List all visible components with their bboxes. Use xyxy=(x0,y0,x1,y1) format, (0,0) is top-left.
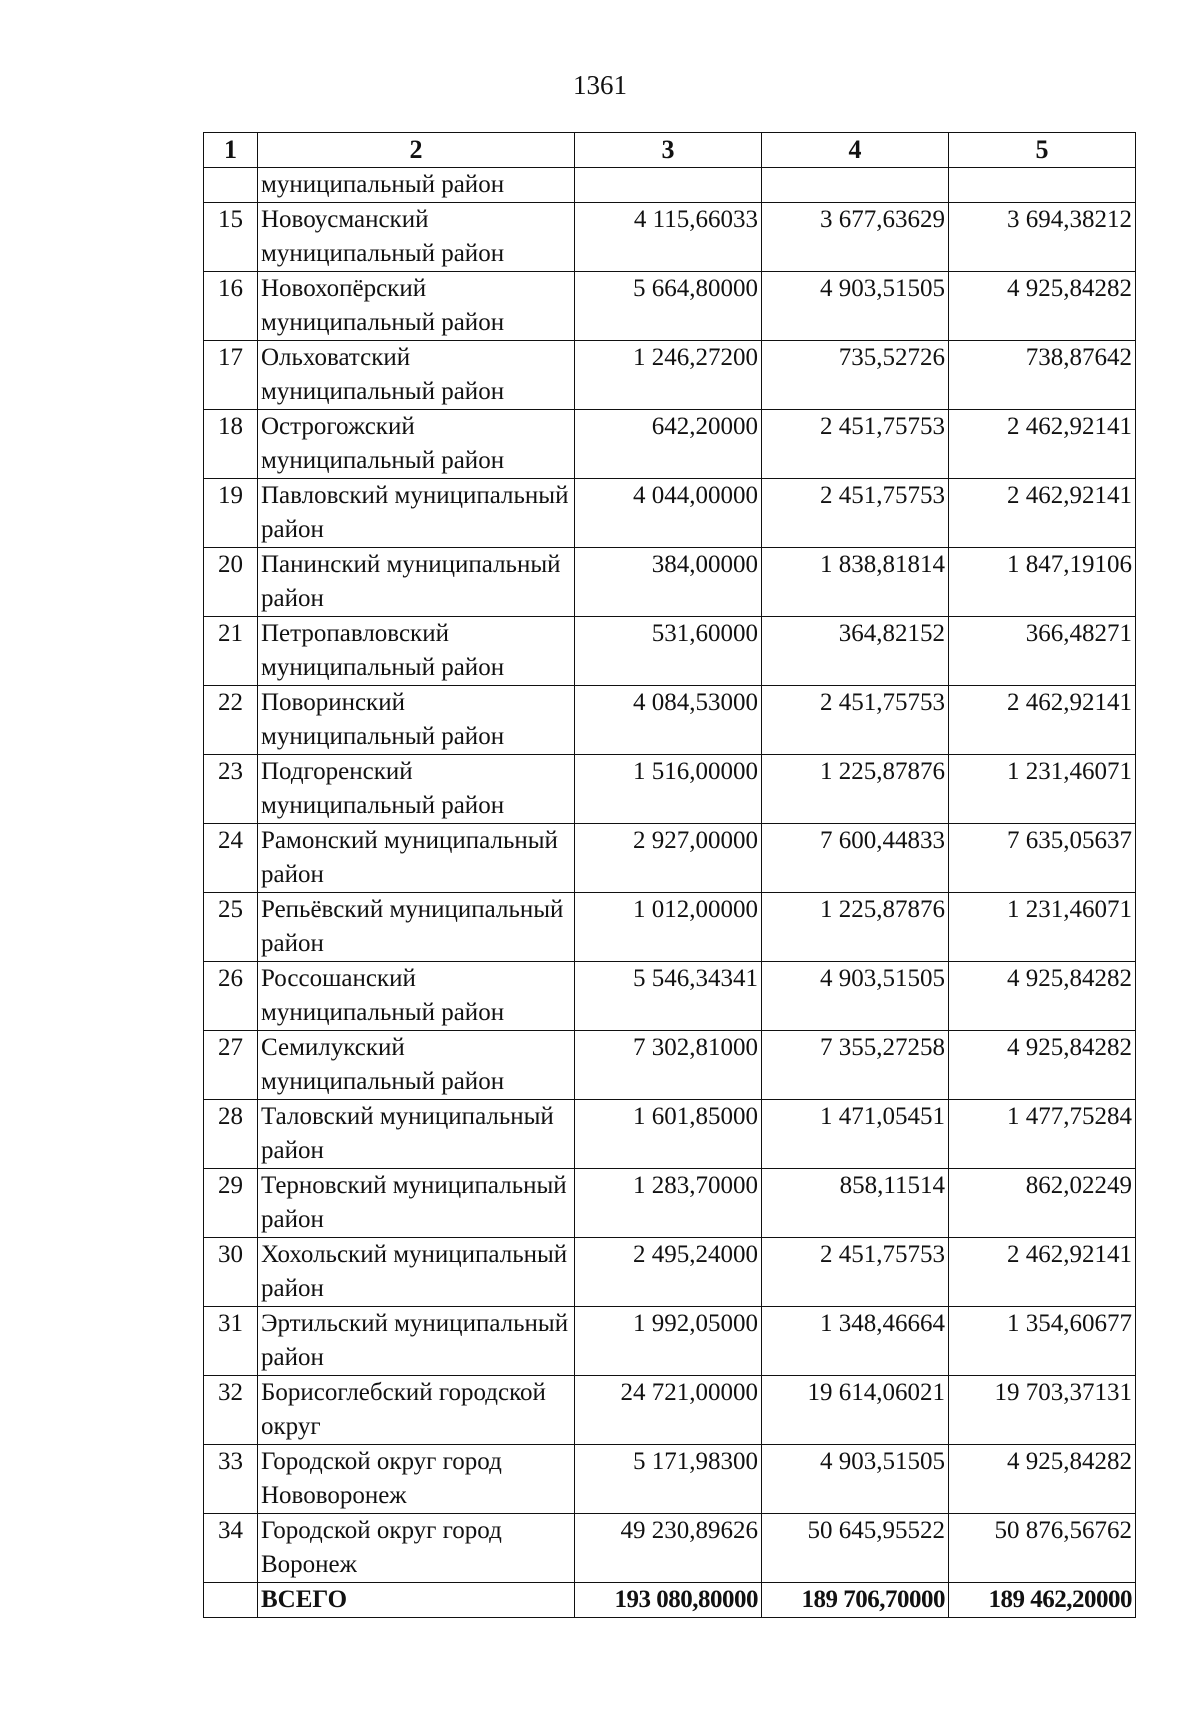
row-name-cell: Репьёвский муниципальный район xyxy=(258,893,575,962)
value-cell: 2 451,75753 xyxy=(762,410,949,479)
table-row xyxy=(204,1445,1136,1514)
value-cell: 4 044,00000 xyxy=(575,479,762,548)
header-row xyxy=(204,133,1136,168)
row-number-cell: 20 xyxy=(204,548,258,617)
value-cell: 1 246,27200 xyxy=(575,341,762,410)
value-cell: 642,20000 xyxy=(575,410,762,479)
value-cell: 1 354,60677 xyxy=(949,1307,1136,1376)
value-cell: 4 925,84282 xyxy=(949,1445,1136,1514)
value-cell: 366,48271 xyxy=(949,617,1136,686)
row-name-cell: Ольховатский муниципальный район xyxy=(258,341,575,410)
value-cell: 2 462,92141 xyxy=(949,410,1136,479)
value-cell: 1 601,85000 xyxy=(575,1100,762,1169)
total-value-cell: 189 462,20000 xyxy=(949,1583,1136,1618)
table-row xyxy=(204,1307,1136,1376)
value-cell: 738,87642 xyxy=(949,341,1136,410)
table-row xyxy=(204,341,1136,410)
row-name-cell: Семилукский муниципальный район xyxy=(258,1031,575,1100)
value-cell: 2 462,92141 xyxy=(949,479,1136,548)
row-number-cell: 34 xyxy=(204,1514,258,1583)
value-cell: 7 635,05637 xyxy=(949,824,1136,893)
row-name-cell: Поворинский муниципальный район xyxy=(258,686,575,755)
row-number-cell: 26 xyxy=(204,962,258,1031)
row-number-cell: 16 xyxy=(204,272,258,341)
row-number-cell: 19 xyxy=(204,479,258,548)
row-name-cell: Новохопёрский муниципальный район xyxy=(258,272,575,341)
row-name-cell: Россошанский муниципальный район xyxy=(258,962,575,1031)
table-row xyxy=(204,1100,1136,1169)
table-row xyxy=(204,1169,1136,1238)
value-cell: 1 992,05000 xyxy=(575,1307,762,1376)
value-cell: 4 925,84282 xyxy=(949,962,1136,1031)
value-cell: 2 451,75753 xyxy=(762,686,949,755)
table-row xyxy=(204,410,1136,479)
value-cell: 49 230,89626 xyxy=(575,1514,762,1583)
value-cell: 7 600,44833 xyxy=(762,824,949,893)
value-cell: 4 903,51505 xyxy=(762,1445,949,1514)
column-header: 1 xyxy=(204,133,258,168)
table-row xyxy=(204,1376,1136,1445)
row-number-cell xyxy=(204,1583,258,1618)
row-name-cell: Петропавловский муниципальный район xyxy=(258,617,575,686)
row-number-cell: 24 xyxy=(204,824,258,893)
value-cell xyxy=(575,168,762,203)
row-name-cell: Городской округ город Нововоронеж xyxy=(258,1445,575,1514)
value-cell xyxy=(762,168,949,203)
value-cell: 24 721,00000 xyxy=(575,1376,762,1445)
value-cell: 4 903,51505 xyxy=(762,272,949,341)
table-row xyxy=(204,1238,1136,1307)
page-number: 1361 xyxy=(573,70,627,100)
value-cell: 1 225,87876 xyxy=(762,893,949,962)
value-cell: 1 838,81814 xyxy=(762,548,949,617)
value-cell: 7 355,27258 xyxy=(762,1031,949,1100)
value-cell: 4 925,84282 xyxy=(949,1031,1136,1100)
table-row xyxy=(204,203,1136,272)
value-cell: 2 462,92141 xyxy=(949,686,1136,755)
data-table xyxy=(203,132,1136,1618)
row-name-cell: Новоусманский муниципальный район xyxy=(258,203,575,272)
value-cell: 1 847,19106 xyxy=(949,548,1136,617)
table-row xyxy=(204,824,1136,893)
value-cell: 1 516,00000 xyxy=(575,755,762,824)
value-cell: 531,60000 xyxy=(575,617,762,686)
row-number-cell: 33 xyxy=(204,1445,258,1514)
row-name-cell: муниципальный район xyxy=(258,168,575,203)
value-cell: 5 171,98300 xyxy=(575,1445,762,1514)
value-cell: 1 471,05451 xyxy=(762,1100,949,1169)
row-number-cell: 28 xyxy=(204,1100,258,1169)
row-number-cell: 32 xyxy=(204,1376,258,1445)
value-cell: 7 302,81000 xyxy=(575,1031,762,1100)
value-cell: 1 231,46071 xyxy=(949,755,1136,824)
value-cell: 5 546,34341 xyxy=(575,962,762,1031)
row-number-cell xyxy=(204,168,258,203)
table-row xyxy=(204,686,1136,755)
value-cell: 19 703,37131 xyxy=(949,1376,1136,1445)
column-header: 4 xyxy=(762,133,949,168)
table-row xyxy=(204,893,1136,962)
value-cell: 4 084,53000 xyxy=(575,686,762,755)
column-header: 5 xyxy=(949,133,1136,168)
value-cell: 50 645,95522 xyxy=(762,1514,949,1583)
row-number-cell: 23 xyxy=(204,755,258,824)
value-cell: 2 451,75753 xyxy=(762,1238,949,1307)
total-value-cell: 189 706,70000 xyxy=(762,1583,949,1618)
row-number-cell: 31 xyxy=(204,1307,258,1376)
value-cell: 1 283,70000 xyxy=(575,1169,762,1238)
total-row xyxy=(204,1583,1136,1618)
row-name-cell: Таловский муниципальный район xyxy=(258,1100,575,1169)
column-header: 2 xyxy=(258,133,575,168)
row-number-cell: 15 xyxy=(204,203,258,272)
value-cell: 5 664,80000 xyxy=(575,272,762,341)
value-cell: 1 231,46071 xyxy=(949,893,1136,962)
row-number-cell: 25 xyxy=(204,893,258,962)
row-name-cell: Павловский муниципальный район xyxy=(258,479,575,548)
row-number-cell: 18 xyxy=(204,410,258,479)
row-name-cell: Панинский муниципальный район xyxy=(258,548,575,617)
row-name-cell: Терновский муниципальный район xyxy=(258,1169,575,1238)
row-number-cell: 22 xyxy=(204,686,258,755)
value-cell: 3 677,63629 xyxy=(762,203,949,272)
value-cell: 384,00000 xyxy=(575,548,762,617)
value-cell: 858,11514 xyxy=(762,1169,949,1238)
value-cell: 4 903,51505 xyxy=(762,962,949,1031)
value-cell: 1 477,75284 xyxy=(949,1100,1136,1169)
value-cell: 2 462,92141 xyxy=(949,1238,1136,1307)
value-cell: 2 495,24000 xyxy=(575,1238,762,1307)
table-row xyxy=(204,1031,1136,1100)
row-number-cell: 27 xyxy=(204,1031,258,1100)
row-name-cell: Городской округ город Воронеж xyxy=(258,1514,575,1583)
row-name-cell: Рамонский муниципальный район xyxy=(258,824,575,893)
value-cell: 3 694,38212 xyxy=(949,203,1136,272)
table-row xyxy=(204,272,1136,341)
row-number-cell: 17 xyxy=(204,341,258,410)
column-header: 3 xyxy=(575,133,762,168)
row-number-cell: 21 xyxy=(204,617,258,686)
table-body xyxy=(204,168,1136,1618)
value-cell: 19 614,06021 xyxy=(762,1376,949,1445)
value-cell xyxy=(949,168,1136,203)
row-number-cell: 29 xyxy=(204,1169,258,1238)
row-name-cell: Острогожский муниципальный район xyxy=(258,410,575,479)
table-row xyxy=(204,548,1136,617)
value-cell: 1 348,46664 xyxy=(762,1307,949,1376)
value-cell: 4 925,84282 xyxy=(949,272,1136,341)
row-name-cell: Хохольский муниципальный район xyxy=(258,1238,575,1307)
total-label-cell: ВСЕГО xyxy=(258,1583,575,1618)
value-cell: 50 876,56762 xyxy=(949,1514,1136,1583)
row-number-cell: 30 xyxy=(204,1238,258,1307)
row-name-cell: Эртильский муниципальный район xyxy=(258,1307,575,1376)
table-row xyxy=(204,1514,1136,1583)
value-cell: 2 927,00000 xyxy=(575,824,762,893)
row-name-cell: Подгоренский муниципальный район xyxy=(258,755,575,824)
table-row xyxy=(204,617,1136,686)
row-name-cell: Борисоглебский городской округ xyxy=(258,1376,575,1445)
table-row xyxy=(204,755,1136,824)
value-cell: 4 115,66033 xyxy=(575,203,762,272)
value-cell: 735,52726 xyxy=(762,341,949,410)
value-cell: 2 451,75753 xyxy=(762,479,949,548)
value-cell: 1 012,00000 xyxy=(575,893,762,962)
value-cell: 1 225,87876 xyxy=(762,755,949,824)
value-cell: 364,82152 xyxy=(762,617,949,686)
value-cell: 862,02249 xyxy=(949,1169,1136,1238)
table-row xyxy=(204,479,1136,548)
continuation-row xyxy=(204,168,1136,203)
table-row xyxy=(204,962,1136,1031)
total-value-cell: 193 080,80000 xyxy=(575,1583,762,1618)
